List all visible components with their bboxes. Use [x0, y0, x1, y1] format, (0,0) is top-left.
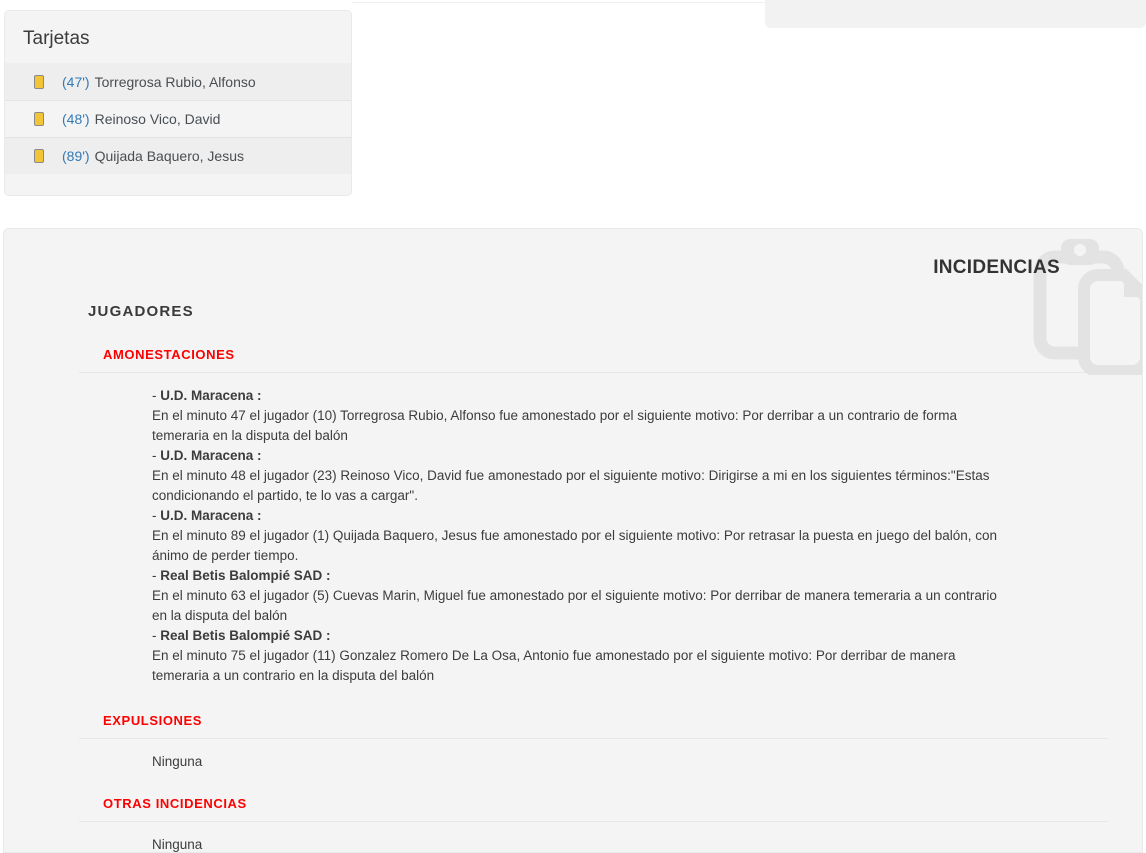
entry-team-name: U.D. Maracena :: [160, 508, 262, 523]
entry-text: En el minuto 48 el jugador (23) Reinoso Vico, David fue amonestado por el siguiente motivo: Dirigirse a mi en los siguientes términos:"Estas condicionando el partido, te lo vas a cargar".: [152, 468, 990, 503]
incidencias-sections: [79, 347, 1108, 852]
yellow-card-icon: [34, 75, 44, 89]
entry-text: En el minuto 47 el jugador (10) Torregrosa Rubio, Alfonso fue amonestado por el siguiente motivo: Por derribar a un contrario de forma temeraria en la disputa del balón: [152, 408, 957, 443]
card-player-name: Reinoso Vico, David: [94, 111, 221, 127]
top-divider: [352, 2, 766, 3]
tarjetas-panel: [4, 10, 352, 196]
yellow-card-icon: [34, 149, 44, 163]
card-minute-link[interactable]: (89'): [62, 148, 90, 164]
otras-incidencias-heading: OTRAS INCIDENCIAS: [103, 796, 247, 811]
amonestaciones-heading: AMONESTACIONES: [103, 347, 235, 362]
divider: [79, 821, 1108, 822]
tarjetas-title: Tarjetas: [23, 28, 90, 49]
card-list-item: [5, 100, 351, 137]
tarjetas-list: [5, 63, 351, 174]
card-player-name: Quijada Baquero, Jesus: [94, 148, 245, 164]
card-minute-link[interactable]: (48'): [62, 111, 90, 127]
amonestaciones-entries: [152, 386, 1014, 686]
entry-team-name: U.D. Maracena :: [160, 448, 262, 463]
divider: [79, 372, 1108, 373]
entry-team-name: Real Betis Balompié SAD :: [160, 628, 331, 643]
card-list-item: [5, 63, 351, 100]
entry-text: En el minuto 89 el jugador (1) Quijada Baquero, Jesus fue amonestado por el siguiente motivo: Por retrasar la puesta en juego del balón, con ánimo de perder tiempo.: [152, 528, 998, 563]
card-player-name: Torregrosa Rubio, Alfonso: [94, 73, 256, 90]
entry-team-name: Real Betis Balompié SAD :: [160, 568, 331, 583]
entry-team: - Real Betis Balompié SAD :: [152, 628, 331, 643]
entry-team-name: U.D. Maracena :: [160, 388, 262, 403]
entry-text: En el minuto 63 el jugador (5) Cuevas Marin, Miguel fue amonestado por el siguiente motivo: Por derribar de manera temeraria a un contrario en la disputa del balón: [152, 588, 997, 623]
top-right-panel-stub: [765, 0, 1146, 28]
card-list-item: [5, 137, 351, 174]
incidencias-title: INCIDENCIAS: [933, 257, 1060, 278]
entry-text: En el minuto 75 el jugador (11) Gonzalez Romero De La Osa, Antonio fue amonestado por el siguiente motivo: Por derribar de manera temeraria a un contrario en la disputa del balón: [152, 648, 956, 683]
divider: [79, 738, 1108, 739]
yellow-card-icon: [34, 112, 44, 126]
card-minute-link[interactable]: (47'): [62, 73, 90, 90]
expulsiones-empty-value: Ninguna: [152, 754, 203, 769]
entry-team: - U.D. Maracena :: [152, 388, 262, 403]
otras-incidencias-empty-value: Ninguna: [152, 837, 203, 852]
expulsiones-heading: EXPULSIONES: [103, 713, 203, 728]
entry-team: - Real Betis Balompié SAD :: [152, 568, 331, 583]
incidencias-panel: [3, 228, 1143, 853]
entry-team: - U.D. Maracena :: [152, 508, 262, 523]
entry-team: - U.D. Maracena :: [152, 448, 262, 463]
jugadores-heading: JUGADORES: [88, 303, 194, 320]
